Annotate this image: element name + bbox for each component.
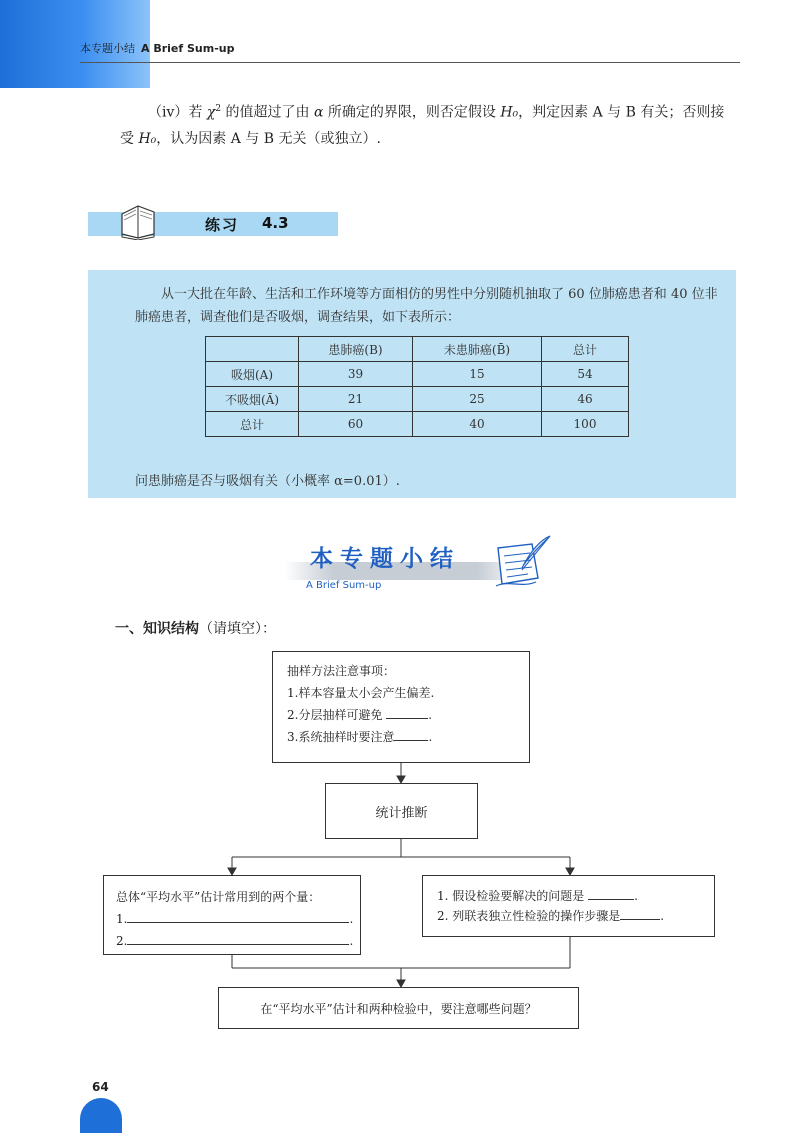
period: . xyxy=(428,730,433,744)
box-line-text: 2. 列联表独立性检验的操作步骤是 xyxy=(437,909,621,923)
fill-blank[interactable] xyxy=(620,919,660,920)
para-text: ，判定因素 A 与 B 有关；否则接受 xyxy=(120,104,725,147)
table-cell: 39 xyxy=(299,362,413,387)
box-line: 总体“平均水平”估计常用到的两个量： xyxy=(116,890,321,904)
box-line xyxy=(116,930,360,952)
exercise-number: 4.3 xyxy=(262,214,289,232)
period: . xyxy=(349,934,354,948)
box-line xyxy=(437,886,714,906)
box-line: 抽样方法注意事项： xyxy=(287,664,396,678)
chi-symbol: χ xyxy=(206,104,216,121)
average-estimation-box xyxy=(103,875,361,955)
attention-question-box: 在“平均水平”估计和两种检验中，要注意哪些问题？ xyxy=(218,987,579,1029)
table-cell: 54 xyxy=(542,362,629,387)
table-cell: 不吸烟(Ā) xyxy=(206,387,299,412)
box-line-text: 2. xyxy=(116,934,128,948)
box-line-text: 1. 假设检验要解决的问题是 xyxy=(437,889,585,903)
fill-blank[interactable] xyxy=(394,740,428,741)
table-cell: 60 xyxy=(299,412,413,437)
box-line-text: 2.分层抽样可避免 xyxy=(287,708,383,722)
fill-blank[interactable] xyxy=(386,718,428,719)
period: . xyxy=(660,909,665,923)
table-cell: 总计 xyxy=(542,337,629,362)
para-text: ，认为因素 A 与 B 无关（或独立）. xyxy=(156,130,381,147)
table-cell: 患肺癌(B) xyxy=(299,337,413,362)
period: . xyxy=(428,708,433,722)
para-text: （ⅳ）若 xyxy=(148,104,207,121)
summary-title: 本专题小结 xyxy=(310,546,460,572)
fill-blank[interactable] xyxy=(127,922,349,923)
table-cell: 100 xyxy=(542,412,629,437)
sampling-notes-box xyxy=(272,651,530,763)
table-cell: 21 xyxy=(299,387,413,412)
exercise-intro: 从一大批在年龄、生活和工作环境等方面相仿的男性中分别随机抽取了 60 位肺癌患者和 40 位非肺癌患者，调查他们是否吸烟，调查结果，如下表所示： xyxy=(135,287,718,325)
running-header-en: A Brief Sum-up xyxy=(141,42,235,55)
box-line: 1.样本容量太小会产生偏差. xyxy=(287,686,435,700)
table-cell: 25 xyxy=(413,387,542,412)
summary-subtitle: A Brief Sum-up xyxy=(306,580,382,591)
box-line xyxy=(287,726,529,748)
running-header-cn: 本专题小结 xyxy=(80,42,135,55)
box-line-text: 3.系统抽样时要注意 xyxy=(287,730,395,744)
fill-blank[interactable] xyxy=(588,899,634,900)
page-number: 64 xyxy=(92,1080,109,1094)
table-cell: 吸烟(A) xyxy=(206,362,299,387)
fill-blank[interactable] xyxy=(127,944,349,945)
table-cell: 46 xyxy=(542,387,629,412)
table-cell: 总计 xyxy=(206,412,299,437)
h0-symbol: H₀ xyxy=(500,104,519,121)
box-line xyxy=(116,908,360,930)
period: . xyxy=(634,889,638,903)
period: . xyxy=(349,912,354,926)
section-label-rest: （请填空）： xyxy=(199,621,276,637)
section-label-bold: 一、知识结构 xyxy=(115,621,199,637)
page-tab xyxy=(80,1098,122,1133)
table-cell: 15 xyxy=(413,362,542,387)
table-cell: 40 xyxy=(413,412,542,437)
hypothesis-test-box xyxy=(422,875,715,937)
chi-exponent: 2 xyxy=(215,104,222,114)
para-text: 的值超过了由 xyxy=(221,104,314,121)
h0-symbol: H₀ xyxy=(138,130,157,147)
exercise-title: 练习 xyxy=(205,216,240,234)
exercise-question: 问患肺癌是否与吸烟有关（小概率 α=0.01）. xyxy=(135,474,400,489)
box-line xyxy=(437,906,714,926)
para-text: 所确定的界限，则否定假设 xyxy=(323,104,501,121)
table-cell: 未患肺癌(B̄) xyxy=(413,337,542,362)
box-line xyxy=(287,704,529,726)
alpha-symbol: α xyxy=(313,104,324,121)
statistical-inference-box: 统计推断 xyxy=(325,783,478,839)
box-line-text: 1. xyxy=(116,912,128,926)
